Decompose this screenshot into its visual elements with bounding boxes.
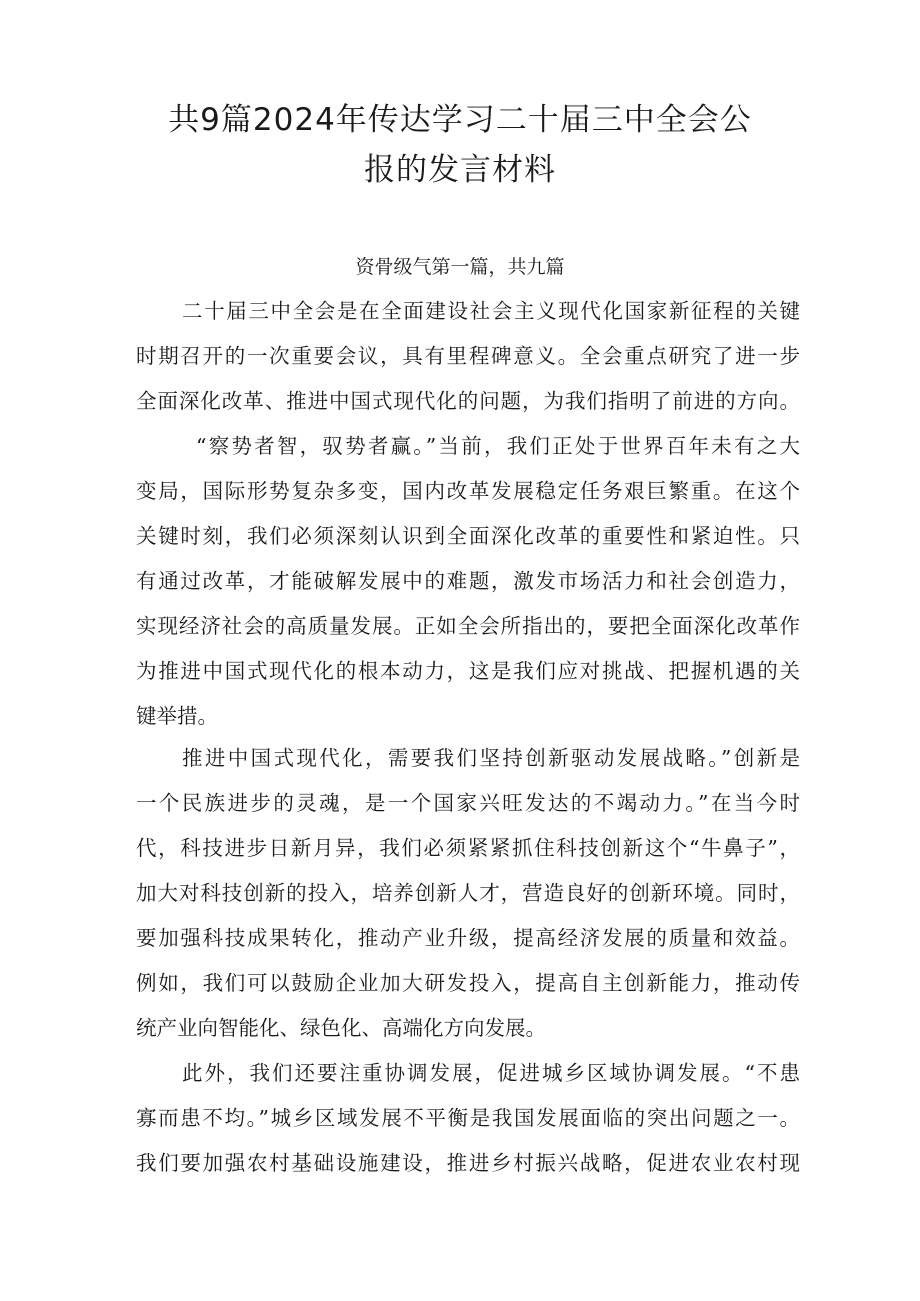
paragraph-2-line-6: 为推进中国式现代化的根本动力，这是我们应对挑战、把握机遇的关 bbox=[136, 659, 800, 683]
paragraph-3-line-3: 代，科技进步日新月异，我们必须紧紧抓住科技创新这个“牛鼻子”， bbox=[136, 836, 800, 860]
paragraph-4-line-3: 我们要加强农村基础设施建设，推进乡村振兴战略，促进农业农村现 bbox=[136, 1151, 800, 1175]
paragraph-3-line-1: 推进中国式现代化，需要我们坚持创新驱动发展战略。”创新是 bbox=[182, 746, 800, 770]
paragraph-1-line-2: 时期召开的一次重要会议，具有里程碑意义。全会重点研究了进一步 bbox=[136, 344, 800, 368]
paragraph-3-line-7: 统产业向智能化、绿色化、高端化方向发展。 bbox=[136, 1016, 546, 1040]
paragraph-2-line-1: “察势者智，驭势者赢。”当前，我们正处于世界百年未有之大 bbox=[196, 434, 800, 458]
paragraph-1-line-3: 全面深化改革、推进中国式现代化的问题，为我们指明了前进的方向。 bbox=[136, 389, 800, 413]
document-subtitle: 资骨级气第一篇，共九篇 bbox=[355, 256, 565, 278]
paragraph-4-line-1: 此外，我们还要注重协调发展，促进城乡区域协调发展。“不患 bbox=[182, 1061, 800, 1085]
paragraph-2-line-3: 关键时刻，我们必须深刻认识到全面深化改革的重要性和紧迫性。只 bbox=[136, 524, 800, 548]
paragraph-2-line-7: 键举措。 bbox=[136, 704, 218, 728]
paragraph-3-line-6: 例如，我们可以鼓励企业加大研发投入，提高自主创新能力，推动传 bbox=[136, 971, 800, 995]
paragraph-2-line-2: 变局，国际形势复杂多变，国内改革发展稳定任务艰巨繁重。在这个 bbox=[136, 479, 800, 503]
paragraph-1-line-1: 二十届三中全会是在全面建设社会主义现代化国家新征程的关键 bbox=[182, 299, 800, 323]
paragraph-4-line-2: 寡而患不均。”城乡区域发展不平衡是我国发展面临的突出问题之一。 bbox=[136, 1106, 800, 1130]
document-title-line-1: 共9篇2024年传达学习二十届三中全会公 bbox=[168, 102, 752, 138]
paragraph-3-line-4: 加大对科技创新的投入，培养创新人才，营造良好的创新环境。同时， bbox=[136, 881, 800, 905]
paragraph-2-line-5: 实现经济社会的高质量发展。正如全会所指出的，要把全面深化改革作 bbox=[136, 614, 800, 638]
paragraph-3-line-2: 一个民族进步的灵魂，是一个国家兴旺发达的不竭动力。”在当今时 bbox=[136, 791, 800, 815]
document-title-line-2: 报的发言材料 bbox=[364, 152, 556, 188]
paragraph-2-line-4: 有通过改革，才能破解发展中的难题，激发市场活力和社会创造力， bbox=[136, 569, 800, 593]
paragraph-3-line-5: 要加强科技成果转化，推动产业升级，提高经济发展的质量和效益。 bbox=[136, 926, 800, 950]
